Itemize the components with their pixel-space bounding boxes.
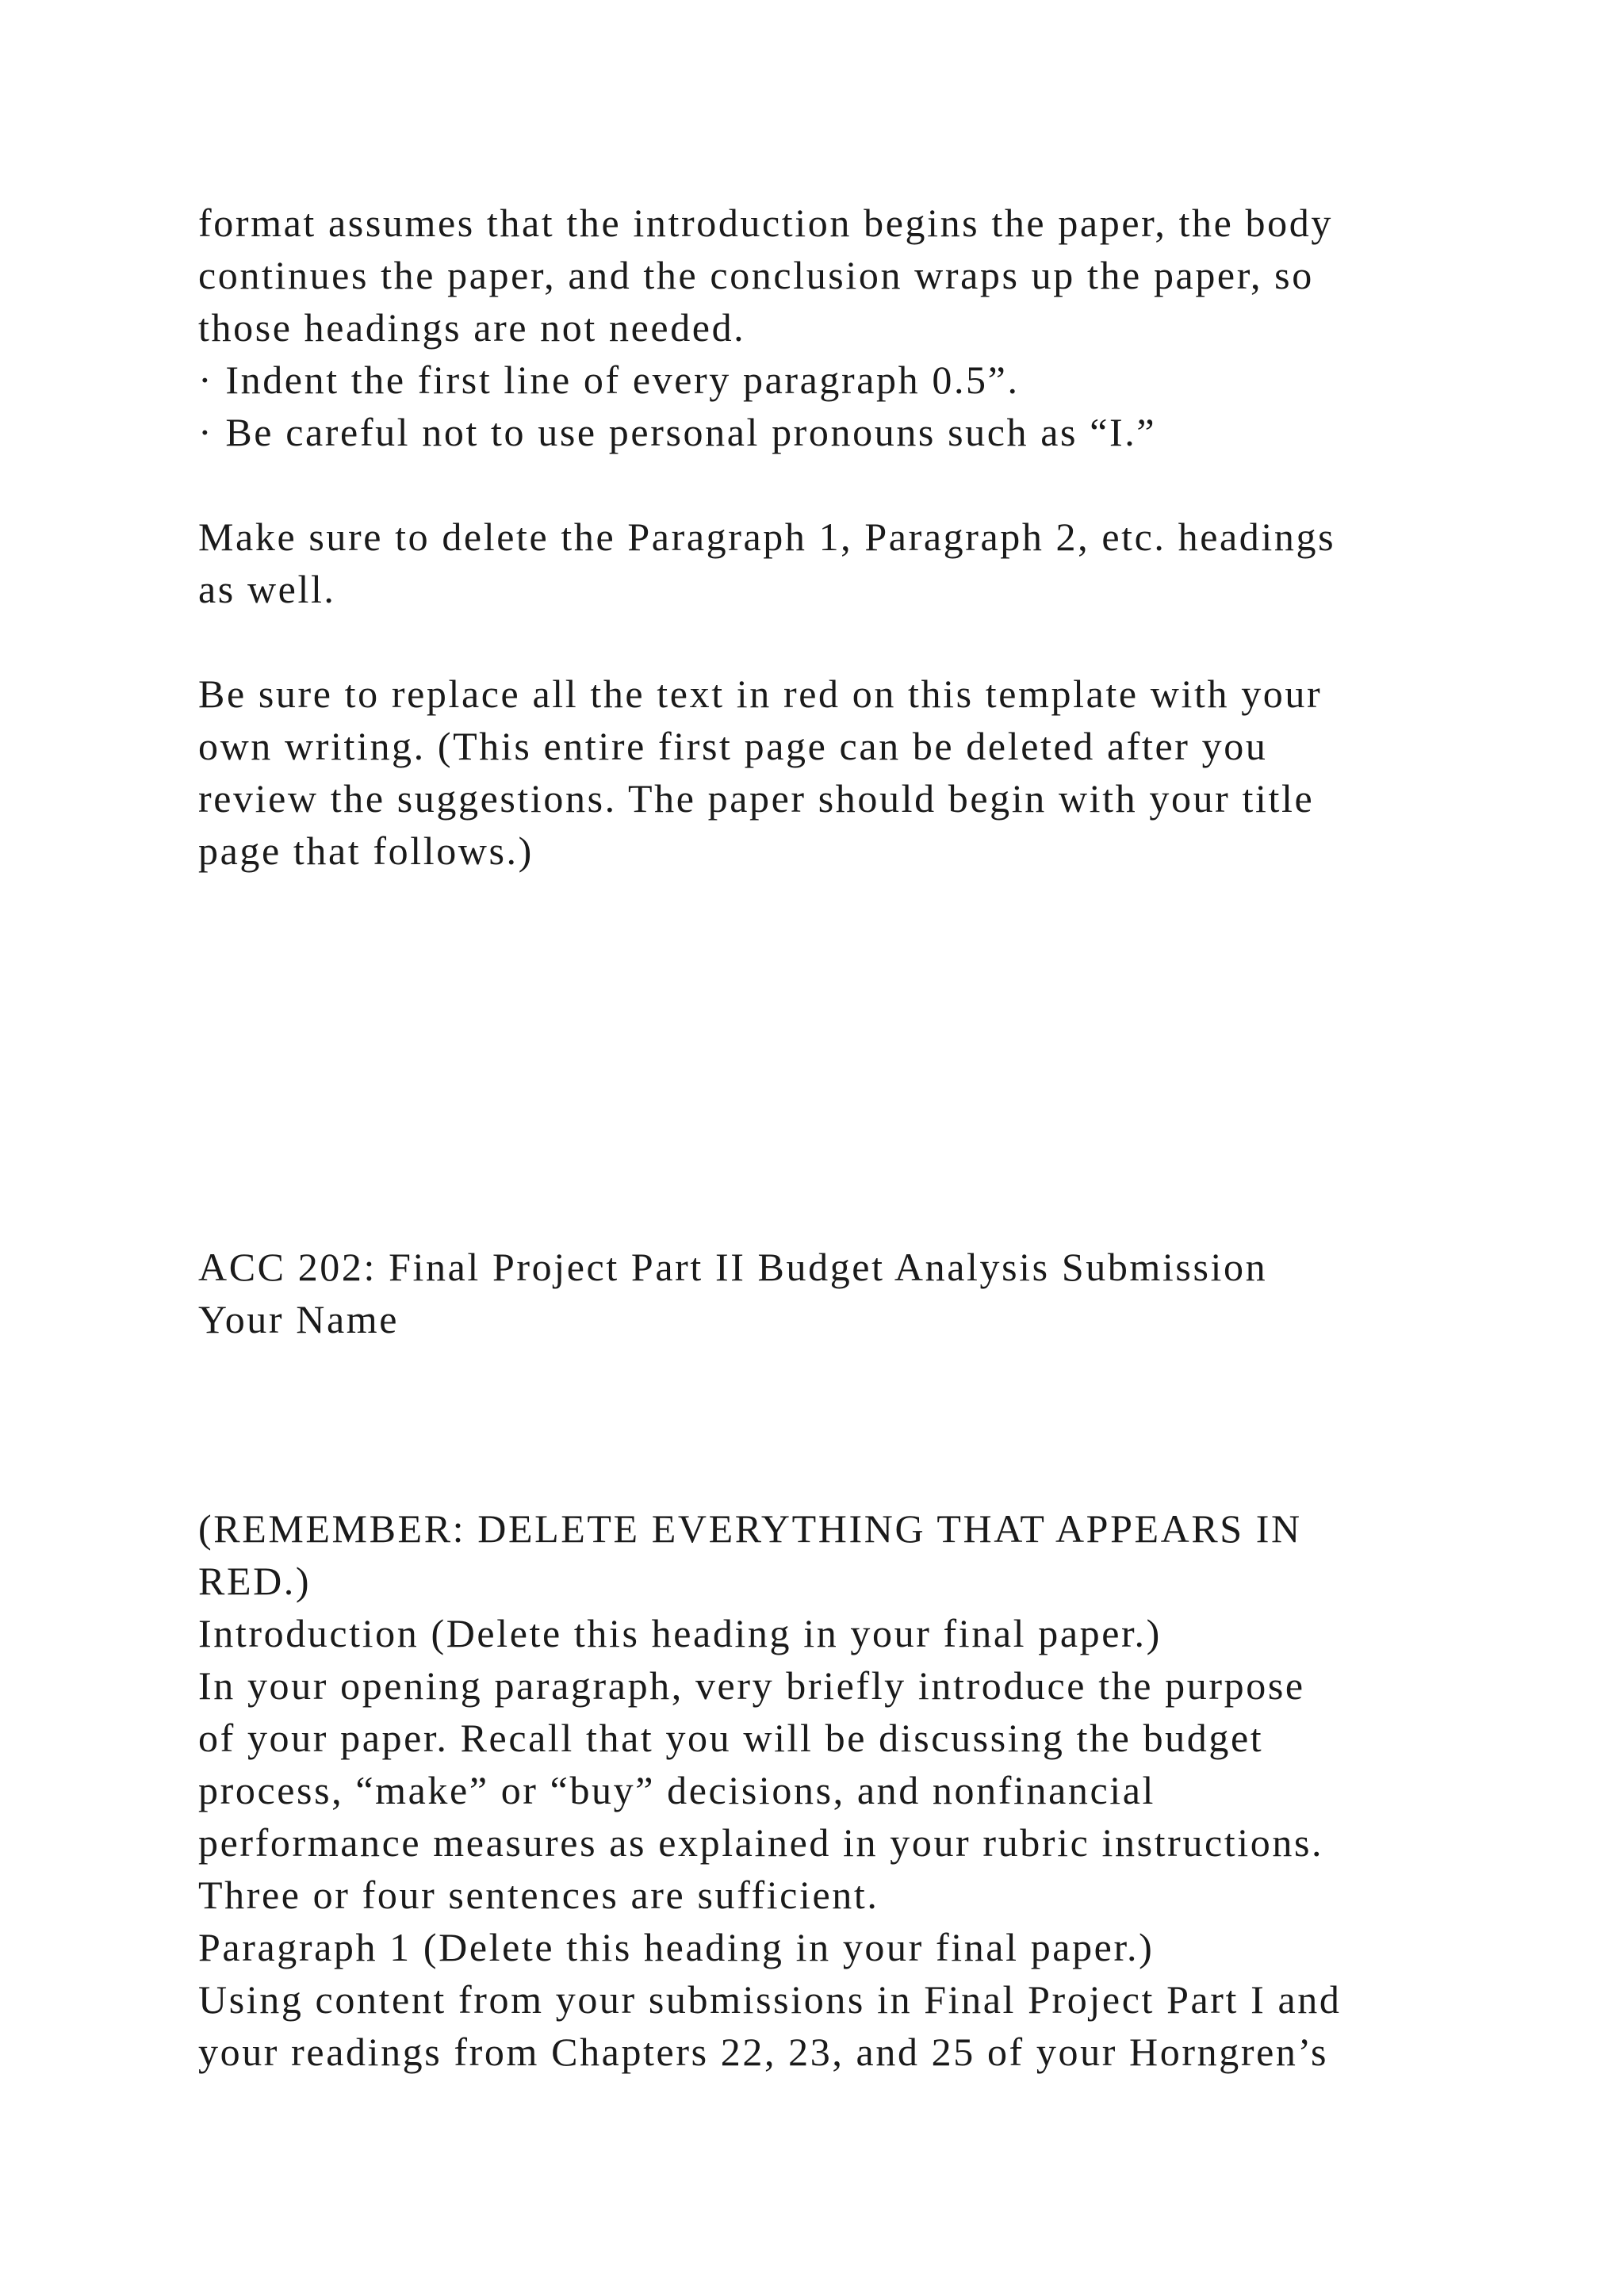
reminder-line: (REMEMBER: DELETE EVERYTHING THAT APPEARS IN: [198, 1506, 1302, 1551]
introduction-text-line: of your paper. Recall that you will be discussing the budget: [198, 1716, 1264, 1760]
replace-text-note-line: own writing. (This entire first page can be deleted after you: [198, 724, 1268, 768]
author-name: Your Name: [198, 1297, 400, 1341]
bullet-item: · Indent the first line of every paragraph 0.5”.: [198, 358, 1020, 402]
paper-title: ACC 202: Final Project Part II Budget Analysis Submission: [198, 1245, 1268, 1289]
paragraph1-text-line: Using content from your submissions in Final Project Part I and: [198, 1977, 1342, 2022]
replace-text-note-line: review the suggestions. The paper should begin with your title: [198, 776, 1315, 821]
format-note-line: format assumes that the introduction begins the paper, the body: [198, 201, 1333, 245]
replace-text-note-line: page that follows.): [198, 828, 534, 873]
reminder-line: RED.): [198, 1559, 312, 1603]
delete-headings-note-line: Make sure to delete the Paragraph 1, Paragraph 2, etc. headings: [198, 515, 1336, 559]
replace-text-note-line: Be sure to replace all the text in red on this template with your: [198, 672, 1323, 716]
paragraph1-text-line: your readings from Chapters 22, 23, and 25 of your Horngren’s: [198, 2030, 1329, 2074]
introduction-text-line: performance measures as explained in your rubric instructions.: [198, 1820, 1324, 1865]
introduction-heading: Introduction (Delete this heading in your final paper.): [198, 1611, 1162, 1655]
format-note-line: continues the paper, and the conclusion wraps up the paper, so: [198, 253, 1314, 297]
introduction-text-line: process, “make” or “buy” decisions, and nonfinancial: [198, 1768, 1156, 1812]
bullet-item: · Be careful not to use personal pronouns such as “I.”: [198, 410, 1157, 454]
format-note-line: those headings are not needed.: [198, 305, 746, 350]
paragraph1-heading: Paragraph 1 (Delete this heading in your final paper.): [198, 1925, 1155, 1969]
introduction-text-line: In your opening paragraph, very briefly introduce the purpose: [198, 1663, 1305, 1708]
delete-headings-note-line: as well.: [198, 567, 336, 611]
introduction-text-line: Three or four sentences are sufficient.: [198, 1873, 879, 1917]
